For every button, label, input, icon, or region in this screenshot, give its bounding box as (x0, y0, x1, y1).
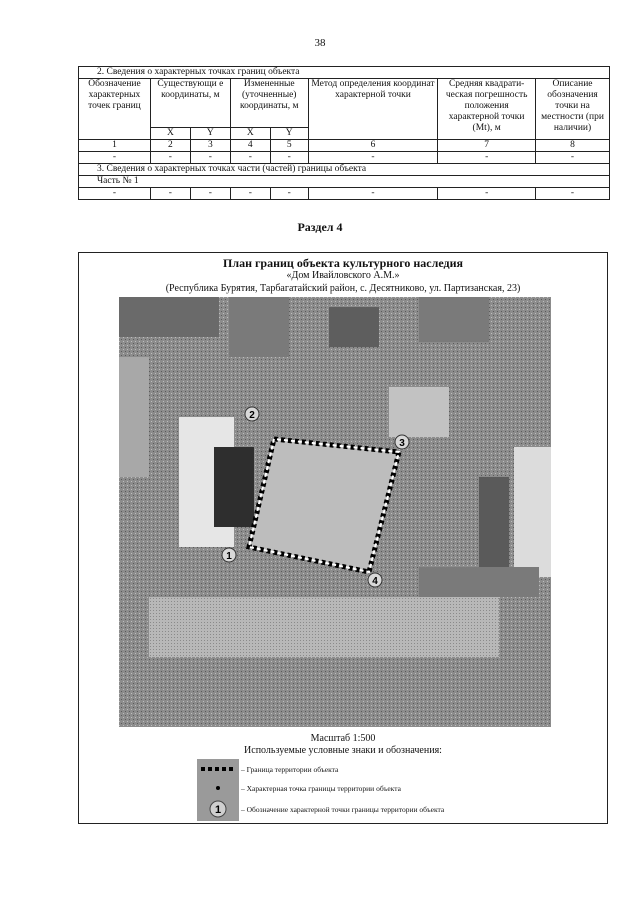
cell: - (270, 188, 308, 200)
boundary-point-marker (395, 435, 409, 449)
header-designation: Обозначение характерных точек границ (79, 79, 151, 140)
cell: - (150, 152, 190, 164)
aerial-map (119, 297, 551, 727)
cell: - (230, 152, 270, 164)
cell: - (79, 188, 151, 200)
table-row (79, 152, 610, 164)
header-existing-coordinates: Существующи е координаты, м (150, 79, 230, 128)
legend-item-point-label: – Обозначение характерной точки границы территории объекта (241, 805, 445, 814)
page-number: 38 (314, 37, 326, 49)
column-number: 3 (190, 140, 230, 152)
subheader-x: X (230, 128, 270, 140)
cell: - (190, 188, 230, 200)
part-label: Часть № 1 (79, 176, 610, 188)
section2-title: 2. Сведения о характерных точках границ объекта (79, 67, 610, 79)
column-numbers-row (79, 140, 610, 152)
column-number: 7 (438, 140, 536, 152)
boundary-points-table (78, 66, 610, 200)
cell: - (438, 188, 536, 200)
section3-title: 3. Сведения о характерных точках части (частей) границы объекта (79, 164, 610, 176)
column-number: 5 (270, 140, 308, 152)
boundary-point-marker (368, 573, 382, 587)
section-title: Раздел 4 (297, 220, 343, 234)
legend-item-point: – Характерная точка границы территории объекта (241, 784, 401, 793)
cell: - (150, 188, 190, 200)
boundary-point-marker (222, 548, 236, 562)
cell: - (308, 188, 438, 200)
subheader-y: Y (190, 128, 230, 140)
boundary-point-symbol (216, 786, 220, 790)
plan-subtitle: «Дом Ивайловского А.М.» (286, 270, 400, 281)
column-number: 2 (150, 140, 190, 152)
subheader-y: Y (270, 128, 308, 140)
column-number: 8 (536, 140, 610, 152)
point-label: 2 (249, 410, 255, 421)
legend-title: Используемые условные знаки и обозначения: (244, 745, 442, 756)
column-number: 1 (79, 140, 151, 152)
cell: - (230, 188, 270, 200)
cell: - (536, 152, 610, 164)
legend-swatches (197, 759, 239, 821)
plan-title: План границ объекта культурного наследия (223, 256, 463, 270)
column-number: 4 (230, 140, 270, 152)
column-number: 6 (308, 140, 438, 152)
cell: - (438, 152, 536, 164)
cell: - (536, 188, 610, 200)
cell: - (308, 152, 438, 164)
cell: - (79, 152, 151, 164)
header-description: Описание обозначения точки на местности (при наличии) (536, 79, 610, 140)
header-accuracy: Средняя квадрати-ческая погрешность положения характерной точки (Mt), м (438, 79, 536, 140)
point-label: 3 (399, 438, 405, 449)
point-label: 1 (226, 551, 232, 562)
boundary-plan (78, 252, 608, 824)
aerial-map-image (119, 297, 551, 727)
cell: - (190, 152, 230, 164)
plan-address: (Республика Бурятия, Тарбагатайский район, с. Десятниково, ул. Партизанская, 23) (165, 283, 521, 294)
legend-item-boundary: – Граница территории объекта (241, 765, 339, 774)
table-row (79, 188, 610, 200)
point-label: 4 (372, 576, 378, 587)
subheader-x: X (150, 128, 190, 140)
map-scale: Масштаб 1:500 (310, 733, 376, 744)
legend-symbol-label: 1 (214, 804, 222, 816)
header-updated-coordinates: Измененные (уточненные) координаты, м (230, 79, 308, 128)
cell: - (270, 152, 308, 164)
boundary-point-marker (245, 407, 259, 421)
map-legend (197, 759, 577, 821)
header-method: Метод определения координат характерной точки (308, 79, 438, 140)
